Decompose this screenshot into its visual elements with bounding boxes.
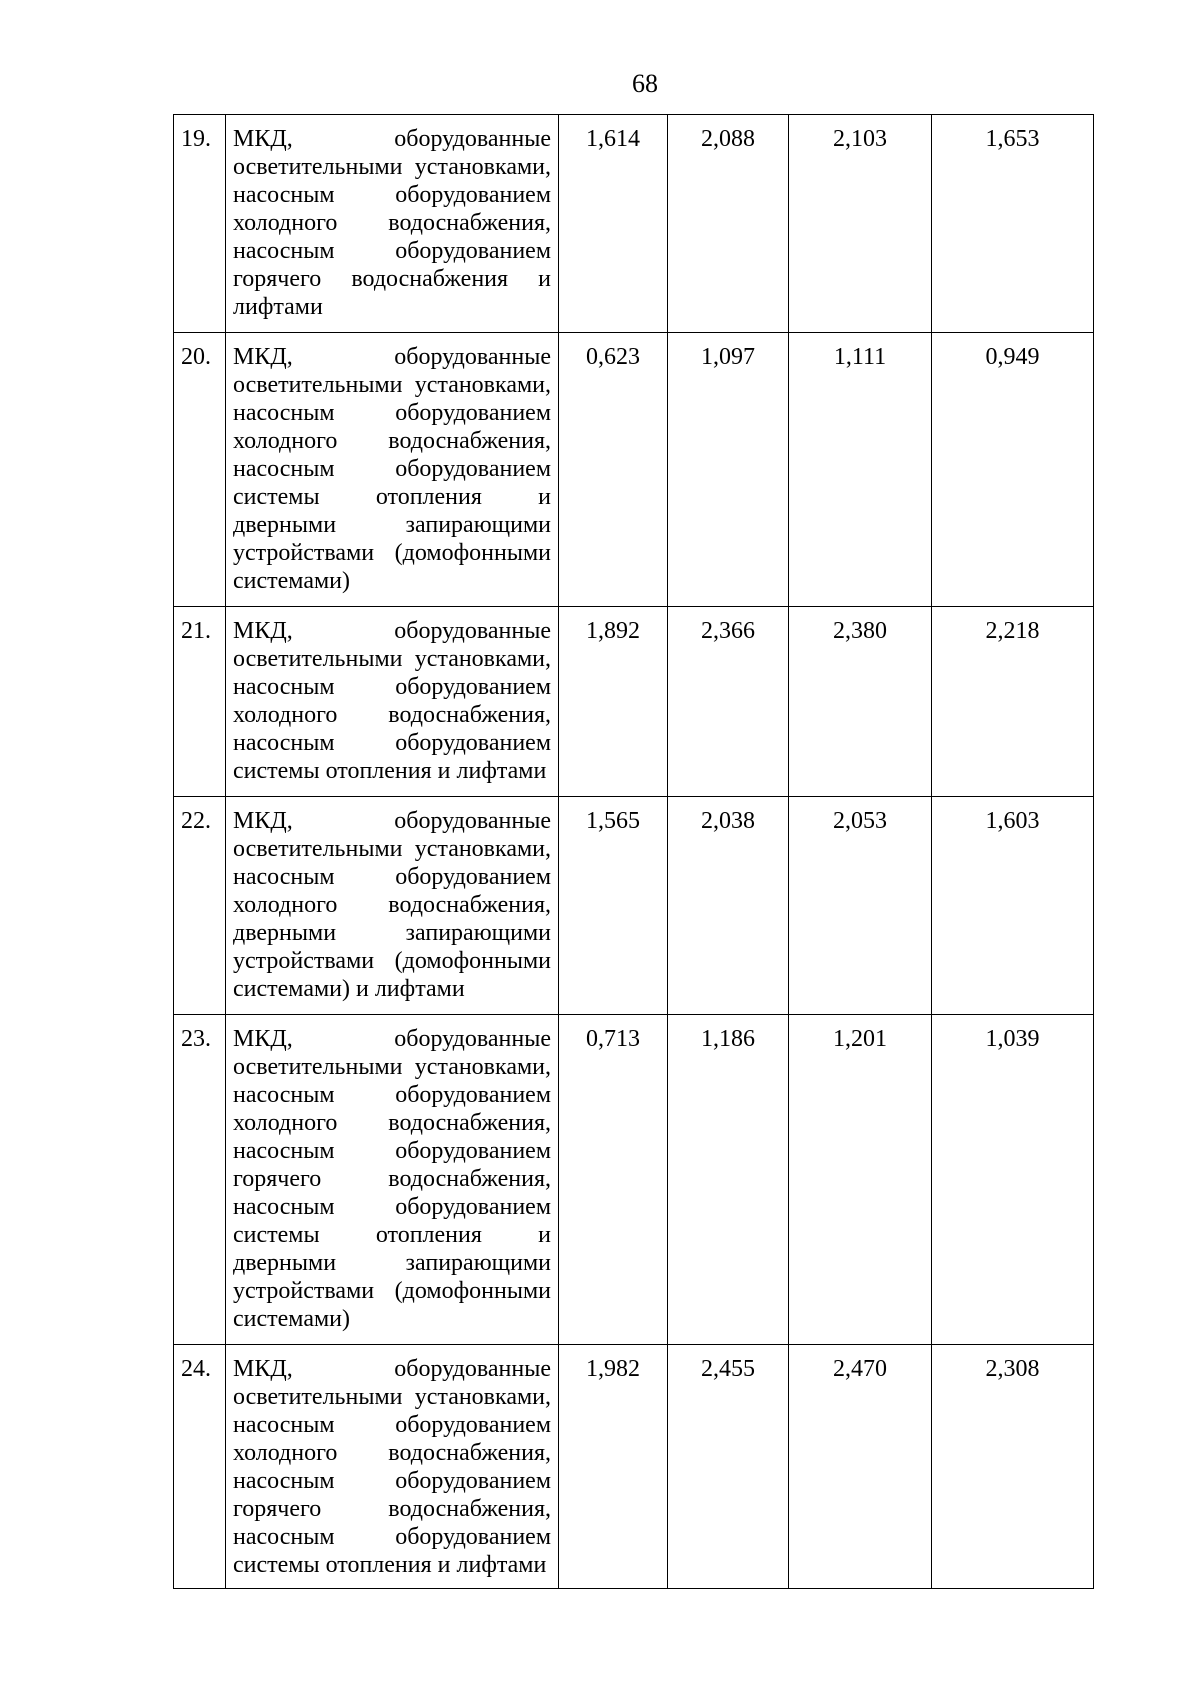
value-cell: 1,186 [668, 1015, 789, 1345]
row-description: МКД, оборудованные осветительными установками, насосным оборудованием холодного водоснабжения, насосным оборудованием системы отопления и дверными запирающими устройствами (домофонными системами) [226, 333, 559, 607]
row-number: 24. [174, 1345, 226, 1589]
table-row [174, 607, 1094, 797]
value-cell: 2,470 [789, 1345, 932, 1589]
value-cell: 1,111 [789, 333, 932, 607]
value-cell: 2,308 [932, 1345, 1094, 1589]
value-cell: 2,053 [789, 797, 932, 1015]
row-description: МКД, оборудованные осветительными установками, насосным оборудованием холодного водоснабжения, насосным оборудованием горячего водоснабжения и лифтами [226, 115, 559, 333]
value-cell: 1,039 [932, 1015, 1094, 1345]
value-cell: 1,097 [668, 333, 789, 607]
row-number: 22. [174, 797, 226, 1015]
row-description: МКД, оборудованные осветительными установками, насосным оборудованием холодного водоснабжения, насосным оборудованием горячего водоснабжения, насосным оборудованием системы отопления и дверными запирающими устройствами (домофонными системами) [226, 1015, 559, 1345]
row-description: МКД, оборудованные осветительными установками, насосным оборудованием холодного водоснабжения, насосным оборудованием горячего водоснабжения, насосным оборудованием системы отопления и лифтами [226, 1345, 559, 1589]
value-cell: 1,201 [789, 1015, 932, 1345]
row-number: 23. [174, 1015, 226, 1345]
value-cell: 2,380 [789, 607, 932, 797]
value-cell: 2,038 [668, 797, 789, 1015]
value-cell: 2,103 [789, 115, 932, 333]
table-row [174, 1015, 1094, 1345]
table-row [174, 115, 1094, 333]
table-row [174, 333, 1094, 607]
value-cell: 0,949 [932, 333, 1094, 607]
value-cell: 2,218 [932, 607, 1094, 797]
value-cell: 1,614 [559, 115, 668, 333]
row-number: 21. [174, 607, 226, 797]
value-cell: 1,603 [932, 797, 1094, 1015]
table-row [174, 797, 1094, 1015]
row-description: МКД, оборудованные осветительными установками, насосным оборудованием холодного водоснабжения, дверными запирающими устройствами (домофонными системами) и лифтами [226, 797, 559, 1015]
value-cell: 1,653 [932, 115, 1094, 333]
value-cell: 1,565 [559, 797, 668, 1015]
value-cell: 2,366 [668, 607, 789, 797]
value-cell: 0,713 [559, 1015, 668, 1345]
value-cell: 1,982 [559, 1345, 668, 1589]
row-number: 20. [174, 333, 226, 607]
row-number: 19. [174, 115, 226, 333]
table-row [174, 1345, 1094, 1589]
tariff-table [173, 114, 1094, 1589]
row-description: МКД, оборудованные осветительными установками, насосным оборудованием холодного водоснабжения, насосным оборудованием системы отопления и лифтами [226, 607, 559, 797]
page-number: 68 [632, 69, 658, 98]
value-cell: 1,892 [559, 607, 668, 797]
value-cell: 2,455 [668, 1345, 789, 1589]
value-cell: 2,088 [668, 115, 789, 333]
value-cell: 0,623 [559, 333, 668, 607]
